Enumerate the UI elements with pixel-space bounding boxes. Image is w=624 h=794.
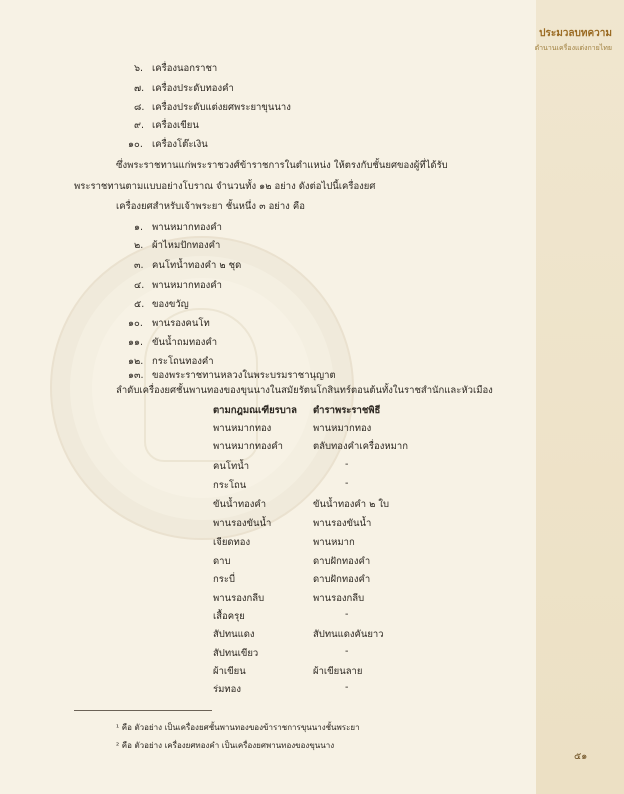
- table-cell: ตลับทองคำเครื่องหมาก: [313, 441, 408, 452]
- list-item-number: ๙.: [134, 120, 144, 131]
- list-item: พานหมากทองคำ: [152, 280, 222, 291]
- running-header: [535, 26, 612, 54]
- table-cell: พานหมากทอง: [313, 423, 372, 434]
- table-cell: ผ้าเขียนลาย: [313, 666, 363, 677]
- list-item: เครื่องเขียน: [152, 120, 199, 131]
- footnote-2: ² คือ ตัวอย่าง เครื่องยศทองคำ เป็นเครื่องยศพานทองของขุนนาง: [116, 741, 335, 750]
- list-item: ของพระราชทานหลวงในพระบรมราชานุญาต: [152, 370, 336, 381]
- list-item-number: ๑๑.: [128, 337, 144, 348]
- list-item-number: ๓.: [134, 260, 144, 271]
- list-item-number: ๘.: [134, 102, 145, 113]
- list-item: พานรองคนโท: [152, 318, 210, 329]
- table-cell: เจียดทอง: [213, 537, 251, 548]
- footnote-divider: [74, 710, 212, 711]
- page-number: ๕๑: [574, 751, 588, 762]
- table-cell: -: [345, 682, 349, 693]
- paragraph-line: พระราชทานตามแบบอย่างโบราณ จำนวนทั้ง ๑๒ อย่าง ดังต่อไปนี้เครื่องยศ: [74, 181, 376, 192]
- list-item: เครื่องประดับทองคำ: [152, 83, 234, 94]
- list-item-number: ๑๐.: [128, 139, 143, 150]
- footnote-1: ¹ คือ ตัวอย่าง เป็นเครื่องยศชั้นพานทองของข้าราชการขุนนางชั้นพระยา: [116, 723, 360, 732]
- table-cell: -: [345, 459, 349, 470]
- table-cell: พานหมากทอง: [213, 423, 272, 434]
- table-cell: ผ้าเขียน: [213, 666, 246, 677]
- table-cell: ดาบฝักทองคำ: [313, 574, 371, 585]
- list-item-number: ๑๓.: [128, 370, 144, 381]
- header-title: ประมวลบทความ: [539, 28, 612, 39]
- list-item: เครื่องโต๊ะเงิน: [152, 139, 208, 150]
- list-item-number: ๖.: [134, 63, 144, 74]
- table-cell: พานรองขันน้ำ: [313, 518, 372, 529]
- table-cell: ดาบ: [213, 556, 231, 567]
- paragraph-line: ซึ่งพระราชทานแก่พระราชวงศ์ข้าราชการในตำแหน่ง ให้ตรงกับชั้นยศของผู้ที่ได้รับ: [116, 160, 448, 171]
- header-subtitle: ตำนานเครื่องแต่งกายไทย: [534, 44, 612, 52]
- table-cell: สัปทนแดง: [213, 629, 255, 640]
- table-cell: ขันน้ำทองคำ ๒ ใบ: [313, 499, 390, 510]
- paragraph-line: เครื่องยศสำหรับเจ้าพระยา ชั้นหนึ่ง ๓ อย่าง คือ: [116, 201, 305, 212]
- list-item: คนโทน้ำทองคำ ๒ ชุด: [152, 260, 242, 271]
- list-item: ผ้าไหมปักทองคำ: [152, 240, 221, 251]
- list-item: ขันน้ำถมทองคำ: [152, 337, 218, 348]
- page-side-strip: [536, 0, 624, 794]
- table-cell: พานหมาก: [313, 537, 355, 548]
- table-cell: เสื้อครุย: [213, 611, 245, 622]
- table-cell: สัปทนแดงคันยาว: [313, 629, 384, 640]
- table-cell: สัปทนเขียว: [213, 648, 259, 659]
- table-header-col1: ตามกฎมณเฑียรบาล: [213, 405, 297, 416]
- list-item-number: ๕.: [134, 299, 145, 310]
- list-item: ของขวัญ: [152, 299, 189, 310]
- list-item-number: ๑๐.: [128, 318, 143, 329]
- table-cell: พานรองกลีบ: [313, 593, 365, 604]
- list-item: พานหมากทองคำ: [152, 222, 222, 233]
- table-cell: พานหมากทองคำ: [213, 441, 283, 452]
- table-header-col2: ตำราพระราชพิธี: [313, 405, 381, 416]
- list-item: เครื่องนอกราชา: [152, 63, 218, 74]
- list-item-number: ๗.: [134, 83, 145, 94]
- table-cell: -: [345, 609, 349, 620]
- list-item-number: ๑.: [134, 222, 144, 233]
- table-cell: ดาบฝักทองคำ: [313, 556, 371, 567]
- table-cell: -: [345, 478, 349, 489]
- table-cell: พานรองขันน้ำ: [213, 518, 272, 529]
- table-cell: ขันน้ำทองคำ: [213, 499, 267, 510]
- list-item: กระโถนทองคำ: [152, 356, 214, 367]
- list-item: เครื่องประดับแต่งยศพระยาขุนนาง: [152, 102, 291, 113]
- table-cell: ร่มทอง: [213, 684, 241, 695]
- paragraph-line: ลำดับเครื่องยศชั้นพานทองของขุนนางในสมัยรัตนโกสินทร์ตอนต้นทั้งในราชสำนักและหัวเมือง: [116, 385, 493, 396]
- table-cell: คนโทน้ำ: [213, 461, 250, 472]
- table-cell: -: [345, 646, 349, 657]
- list-item-number: ๑๒.: [128, 356, 144, 367]
- list-item-number: ๒.: [134, 240, 144, 251]
- list-item-number: ๔.: [134, 280, 145, 291]
- table-cell: พานรองกลีบ: [213, 593, 265, 604]
- table-cell: กระบี่: [213, 574, 235, 585]
- table-cell: กระโถน: [213, 480, 247, 491]
